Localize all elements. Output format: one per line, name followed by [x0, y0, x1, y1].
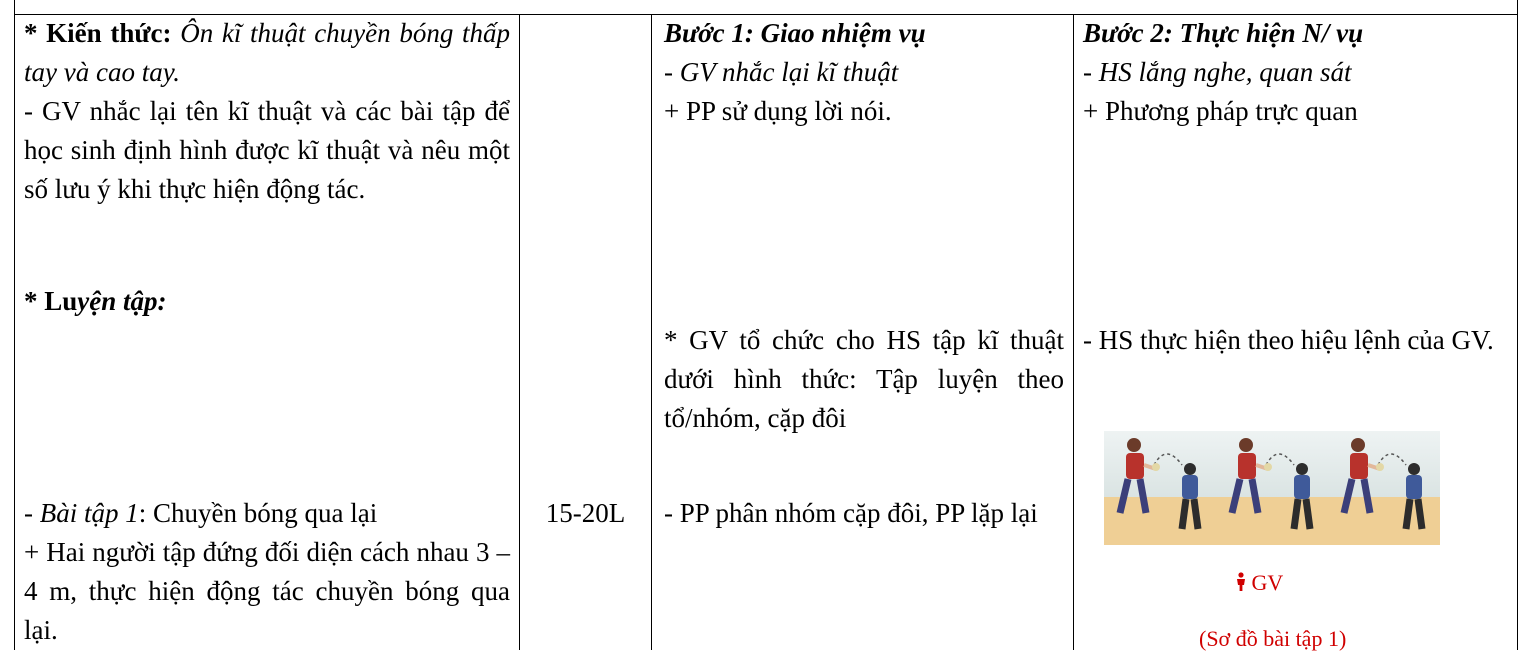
content-column	[24, 14, 510, 209]
teacher-column	[664, 14, 1064, 131]
step2-heading: Bước 2: Thực hiện N/ vụ	[1083, 18, 1364, 48]
bai-tap-block	[24, 494, 510, 650]
col-divider-1	[519, 14, 520, 650]
student-column	[1083, 14, 1511, 131]
pp2-text: - PP phân nhóm cặp đôi, PP lặp lại	[664, 498, 1038, 528]
kien-thuc-label: * Kiến thức:	[24, 18, 172, 48]
gv-to-chuc-text: * GV tổ chức cho HS tập kĩ thuật dưới hình thức: Tập luyện theo tổ/nhóm, cặp đôi	[664, 325, 1064, 433]
gv-nhac-lai-text: - GV nhắc lại tên kĩ thuật và các bài tập để học sinh định hình được kĩ thuật và nêu một số lưu ý khi thực hiện động tác.	[24, 96, 510, 204]
col-divider-3	[1073, 14, 1074, 650]
teacher-person-icon	[1236, 572, 1246, 592]
diagram-caption: (Sơ đồ bài tập 1)	[1199, 626, 1347, 651]
passing-drill-illustration	[1104, 431, 1440, 545]
bai-tap-title: - Bài tập 1: Chuyền bóng qua lại	[24, 498, 378, 528]
luyen-tap-heading: * Luyện tập:	[24, 286, 167, 316]
pp1-line: + PP sử dụng lời nói.	[664, 96, 892, 126]
kien-thuc-paragraph	[24, 14, 510, 92]
hs-thuc-hien-text: - HS thực hiện theo hiệu lệnh của GV.	[1083, 325, 1494, 355]
col-divider-2	[651, 14, 652, 650]
dose-value: 15-20L	[545, 498, 626, 528]
gv-marker	[1236, 570, 1283, 596]
hs-line: - HS lắng nghe, quan sát	[1083, 57, 1352, 87]
table-left-border	[14, 0, 15, 650]
bai-tap-name: Bài tập 1	[39, 498, 139, 528]
gv-line: - GV nhắc lại kĩ thuật	[664, 57, 899, 87]
bai-tap-desc: + Hai người tập đứng đối diện cách nhau 3 – 4 m, thực hiện động tác chuyền bóng qua lại.	[24, 537, 510, 645]
kien-thuc-text: Ôn kĩ thuật chuyền bóng thấp tay và cao tay.	[24, 18, 510, 87]
step1-heading: Bước 1: Giao nhiệm vụ	[664, 18, 926, 48]
pp3-line: + Phương pháp trực quan	[1083, 96, 1358, 126]
gv-label: GV	[1251, 570, 1284, 595]
